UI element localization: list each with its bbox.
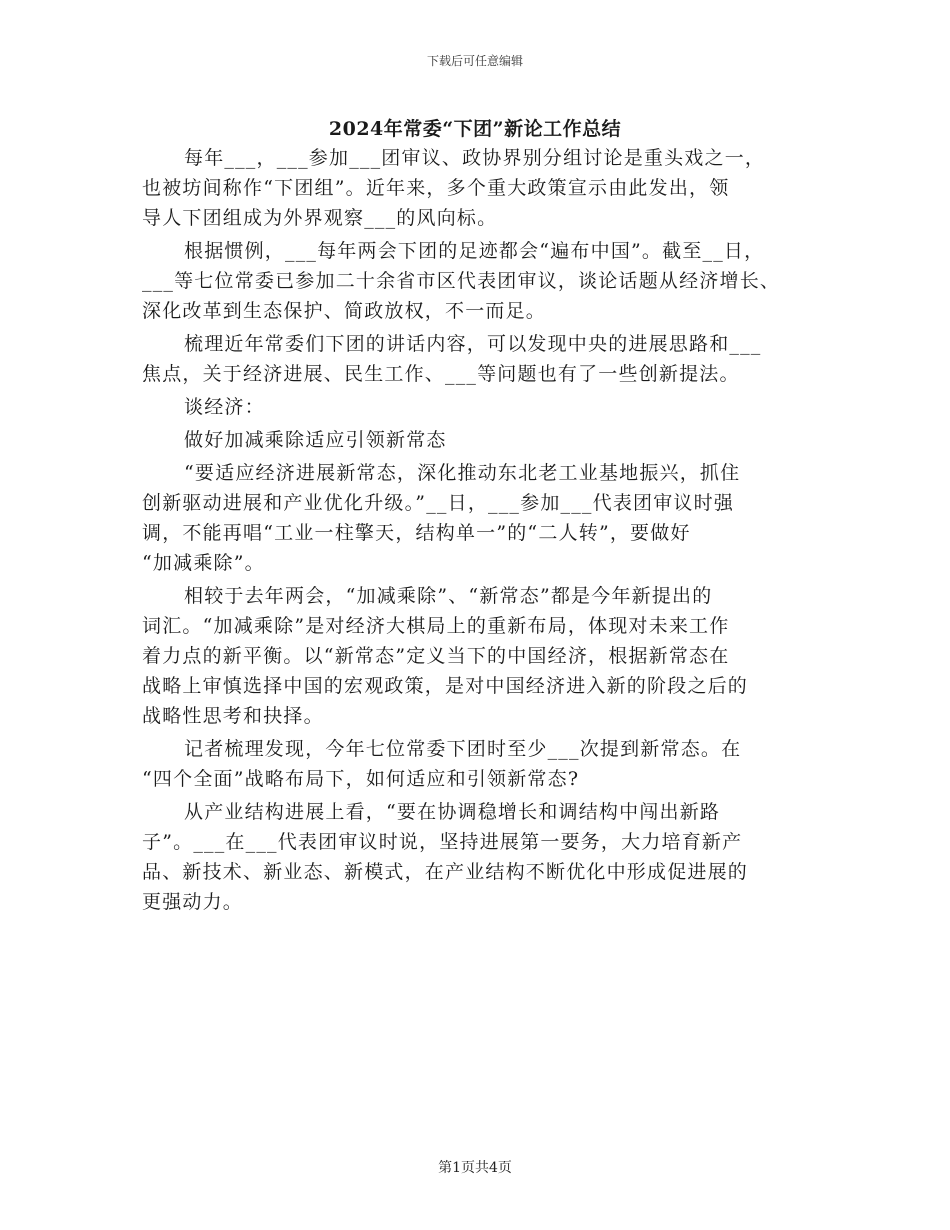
text-line: 战略上审慎选择中国的宏观政策，是对中国经济进入新的阶段之后的 [142, 675, 749, 697]
paragraph [142, 389, 812, 422]
text-line: “加减乘除”。 [142, 552, 265, 574]
text-line: 相较于去年两会，“加减乘除”、“新常态”都是今年新提出的 [184, 585, 713, 607]
text-line: 梳理近年常委们下团的讲话内容，可以发现中央的进展思路和___ [184, 333, 762, 355]
text-line: “四个全面”战略布局下，如何适应和引领新常态? [142, 768, 580, 790]
text-line: 导人下团组成为外界观察___的风向标。 [142, 207, 498, 229]
text-line: 每年___，___参加___团审议、政协界别分组讨论是重头戏之一， [184, 147, 766, 169]
paragraph [142, 140, 812, 233]
text-line: 调，不能再唱“工业一柱擎天，结构单一”的“二人转”，要做好 [142, 522, 691, 544]
paragraph [142, 455, 812, 578]
text-line: 从产业结构进展上看，“要在协调稳增长和调结构中闯出新路 [184, 801, 721, 823]
page-header-note: 下载后可任意编辑 [426, 54, 523, 68]
text-line: 深化改革到生态保护、简政放权，不一而足。 [142, 300, 547, 322]
paragraph [142, 422, 812, 455]
text-line: 做好加减乘除适应引领新常态 [184, 429, 447, 451]
text-line: 战略性思考和抉择。 [142, 705, 324, 727]
text-line: 也被坊间称作“下团组”。近年来，多个重大政策宣示由此发出，领 [142, 177, 730, 199]
text-line: 着力点的新平衡。以“新常态”定义当下的中国经济，根据新常态在 [142, 645, 730, 667]
paragraph [142, 326, 812, 389]
text-line: 更强动力。 [142, 891, 244, 913]
text-line: 谈经济： [184, 396, 265, 418]
paragraph [142, 233, 812, 326]
text-line: 记者梳理发现，今年七位常委下团时至少___次提到新常态。在 [184, 738, 742, 760]
text-line: “要适应经济进展新常态，深化推动东北老工业基地振兴，抓住 [184, 462, 741, 484]
text-line: 词汇。“加减乘除”是对经济大棋局上的重新布局，体现对未来工作 [142, 615, 730, 637]
document-title: 2024年常委“下团”新论工作总结 [328, 118, 622, 140]
paragraph [142, 578, 812, 731]
paragraph [142, 731, 812, 794]
text-line: 创新驱动进展和产业优化升级。”__日，___参加___代表团审议时强 [142, 492, 735, 514]
text-line: 根据惯例，___每年两会下团的足迹都会“遍布中国”。截至__日， [184, 240, 765, 262]
page-number: 第1页共4页 [438, 1160, 512, 1176]
paragraph [142, 794, 812, 917]
text-line: ___等七位常委已参加二十余省市区代表团审议，谈论话题从经济增长、 [142, 270, 781, 292]
text-line: 焦点，关于经济进展、民生工作、___等问题也有了一些创新提法。 [142, 363, 740, 385]
document-body [142, 140, 812, 917]
text-line: 子”。___在___代表团审议时说，坚持进展第一要务，大力培育新产 [142, 831, 743, 853]
text-line: 品、新技术、新业态、新模式，在产业结构不断优化中形成促进展的 [142, 861, 749, 883]
